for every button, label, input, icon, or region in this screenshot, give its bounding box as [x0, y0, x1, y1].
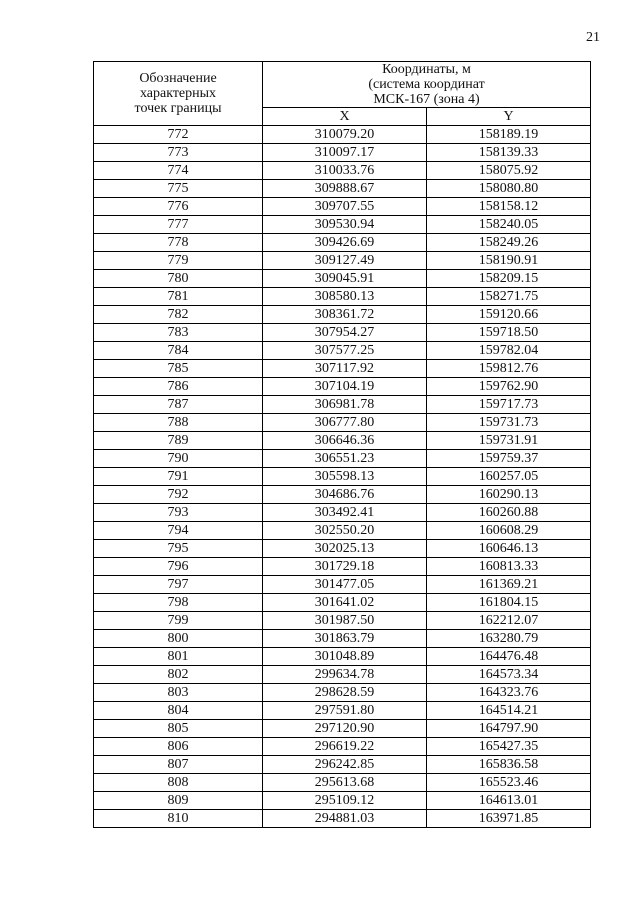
table-row	[94, 612, 591, 630]
y-coordinate-cell: 160608.29	[427, 522, 591, 540]
table-row	[94, 630, 591, 648]
point-number-cell: 779	[94, 252, 263, 270]
x-coordinate-cell: 301987.50	[263, 612, 427, 630]
boundary-coordinates-table	[93, 61, 591, 828]
y-coordinate-cell: 159762.90	[427, 378, 591, 396]
point-number-cell: 788	[94, 414, 263, 432]
y-coordinate-cell: 158271.75	[427, 288, 591, 306]
point-number-cell: 789	[94, 432, 263, 450]
point-number-cell: 810	[94, 810, 263, 828]
x-coordinate-cell: 310033.76	[263, 162, 427, 180]
x-coordinate-cell: 301729.18	[263, 558, 427, 576]
table-row	[94, 288, 591, 306]
table-row	[94, 558, 591, 576]
header-line: точек границы	[134, 101, 222, 116]
table-row	[94, 702, 591, 720]
point-number-cell: 782	[94, 306, 263, 324]
x-coordinate-cell: 307117.92	[263, 360, 427, 378]
header-line: Обозначение	[139, 71, 217, 86]
point-number-cell: 802	[94, 666, 263, 684]
table-row	[94, 720, 591, 738]
table-row	[94, 144, 591, 162]
point-number-cell: 777	[94, 216, 263, 234]
table-row	[94, 450, 591, 468]
x-coordinate-cell: 309045.91	[263, 270, 427, 288]
table-row	[94, 792, 591, 810]
x-coordinate-cell: 306646.36	[263, 432, 427, 450]
table-row	[94, 576, 591, 594]
table-row	[94, 432, 591, 450]
point-number-cell: 784	[94, 342, 263, 360]
table-row	[94, 198, 591, 216]
header-line: (система координат	[368, 77, 485, 92]
y-coordinate-cell: 161804.15	[427, 594, 591, 612]
table-row	[94, 306, 591, 324]
x-coordinate-cell: 295109.12	[263, 792, 427, 810]
point-number-cell: 787	[94, 396, 263, 414]
table-row	[94, 414, 591, 432]
y-coordinate-cell: 158189.19	[427, 126, 591, 144]
table-row	[94, 756, 591, 774]
x-coordinate-cell: 301641.02	[263, 594, 427, 612]
point-number-cell: 791	[94, 468, 263, 486]
x-coordinate-cell: 309707.55	[263, 198, 427, 216]
x-coordinate-cell: 295613.68	[263, 774, 427, 792]
y-coordinate-cell: 160260.88	[427, 504, 591, 522]
y-coordinate-cell: 159718.50	[427, 324, 591, 342]
table-row	[94, 180, 591, 198]
x-coordinate-cell: 307577.25	[263, 342, 427, 360]
point-number-cell: 783	[94, 324, 263, 342]
x-coordinate-cell: 302550.20	[263, 522, 427, 540]
y-coordinate-cell: 159759.37	[427, 450, 591, 468]
point-number-cell: 797	[94, 576, 263, 594]
point-number-cell: 780	[94, 270, 263, 288]
x-coordinate-cell: 309888.67	[263, 180, 427, 198]
y-coordinate-cell: 159120.66	[427, 306, 591, 324]
point-number-cell: 796	[94, 558, 263, 576]
table-row	[94, 270, 591, 288]
table-row	[94, 378, 591, 396]
point-designation-header	[94, 62, 263, 126]
x-coordinate-cell: 307104.19	[263, 378, 427, 396]
table-row	[94, 324, 591, 342]
point-number-cell: 774	[94, 162, 263, 180]
y-coordinate-cell: 159782.04	[427, 342, 591, 360]
x-coordinate-cell: 298628.59	[263, 684, 427, 702]
y-coordinate-cell: 164476.48	[427, 648, 591, 666]
y-coordinate-cell: 165427.35	[427, 738, 591, 756]
y-coordinate-cell: 163971.85	[427, 810, 591, 828]
y-coordinate-cell: 158209.15	[427, 270, 591, 288]
y-coordinate-cell: 160813.33	[427, 558, 591, 576]
table-row	[94, 360, 591, 378]
table-row	[94, 738, 591, 756]
table-row	[94, 648, 591, 666]
y-coordinate-cell: 158240.05	[427, 216, 591, 234]
table-row	[94, 342, 591, 360]
point-number-cell: 786	[94, 378, 263, 396]
x-coordinate-cell: 296242.85	[263, 756, 427, 774]
point-number-cell: 772	[94, 126, 263, 144]
table-row	[94, 252, 591, 270]
x-coordinate-cell: 302025.13	[263, 540, 427, 558]
point-number-cell: 781	[94, 288, 263, 306]
x-coordinate-cell: 301477.05	[263, 576, 427, 594]
y-coordinate-cell: 163280.79	[427, 630, 591, 648]
point-number-cell: 793	[94, 504, 263, 522]
x-coordinate-cell: 306981.78	[263, 396, 427, 414]
x-column-header: X	[263, 108, 427, 126]
point-number-cell: 794	[94, 522, 263, 540]
y-coordinate-cell: 158190.91	[427, 252, 591, 270]
table-row	[94, 504, 591, 522]
x-coordinate-cell: 307954.27	[263, 324, 427, 342]
x-coordinate-cell: 310097.17	[263, 144, 427, 162]
y-coordinate-cell: 164613.01	[427, 792, 591, 810]
x-coordinate-cell: 304686.76	[263, 486, 427, 504]
y-coordinate-cell: 159731.73	[427, 414, 591, 432]
x-coordinate-cell: 306777.80	[263, 414, 427, 432]
table-row	[94, 540, 591, 558]
x-coordinate-cell: 308580.13	[263, 288, 427, 306]
point-number-cell: 806	[94, 738, 263, 756]
header-line: МСК-167 (зона 4)	[373, 92, 480, 107]
x-coordinate-cell: 309426.69	[263, 234, 427, 252]
point-number-cell: 778	[94, 234, 263, 252]
coordinates-header	[263, 62, 591, 108]
point-number-cell: 795	[94, 540, 263, 558]
table-row	[94, 468, 591, 486]
x-coordinate-cell: 305598.13	[263, 468, 427, 486]
y-coordinate-cell: 164573.34	[427, 666, 591, 684]
point-number-cell: 776	[94, 198, 263, 216]
x-coordinate-cell: 297120.90	[263, 720, 427, 738]
y-coordinate-cell: 165523.46	[427, 774, 591, 792]
x-coordinate-cell: 296619.22	[263, 738, 427, 756]
x-coordinate-cell: 309127.49	[263, 252, 427, 270]
table-body	[94, 126, 591, 828]
y-coordinate-cell: 159731.91	[427, 432, 591, 450]
y-coordinate-cell: 160290.13	[427, 486, 591, 504]
x-coordinate-cell: 299634.78	[263, 666, 427, 684]
y-coordinate-cell: 159812.76	[427, 360, 591, 378]
y-coordinate-cell: 158080.80	[427, 180, 591, 198]
table-row	[94, 162, 591, 180]
table-row	[94, 486, 591, 504]
point-number-cell: 808	[94, 774, 263, 792]
table-row	[94, 774, 591, 792]
y-coordinate-cell: 158139.33	[427, 144, 591, 162]
point-number-cell: 805	[94, 720, 263, 738]
x-coordinate-cell: 303492.41	[263, 504, 427, 522]
point-number-cell: 807	[94, 756, 263, 774]
table-row	[94, 522, 591, 540]
header-line: характерных	[139, 86, 217, 101]
y-coordinate-cell: 158158.12	[427, 198, 591, 216]
y-coordinate-cell: 160646.13	[427, 540, 591, 558]
y-coordinate-cell: 164514.21	[427, 702, 591, 720]
point-number-cell: 809	[94, 792, 263, 810]
point-number-cell: 773	[94, 144, 263, 162]
table-row	[94, 594, 591, 612]
y-coordinate-cell: 162212.07	[427, 612, 591, 630]
y-coordinate-cell: 164323.76	[427, 684, 591, 702]
table-row	[94, 666, 591, 684]
point-number-cell: 803	[94, 684, 263, 702]
x-coordinate-cell: 306551.23	[263, 450, 427, 468]
y-coordinate-cell: 159717.73	[427, 396, 591, 414]
y-coordinate-cell: 165836.58	[427, 756, 591, 774]
x-coordinate-cell: 297591.80	[263, 702, 427, 720]
point-number-cell: 801	[94, 648, 263, 666]
table-row	[94, 216, 591, 234]
header-line: Координаты, м	[382, 62, 471, 77]
x-coordinate-cell: 309530.94	[263, 216, 427, 234]
table-row	[94, 396, 591, 414]
y-coordinate-cell: 160257.05	[427, 468, 591, 486]
table-row	[94, 684, 591, 702]
table-row	[94, 126, 591, 144]
point-number-cell: 798	[94, 594, 263, 612]
point-number-cell: 775	[94, 180, 263, 198]
x-coordinate-cell: 310079.20	[263, 126, 427, 144]
x-coordinate-cell: 294881.03	[263, 810, 427, 828]
table-row	[94, 234, 591, 252]
x-coordinate-cell: 301048.89	[263, 648, 427, 666]
y-coordinate-cell: 161369.21	[427, 576, 591, 594]
point-number-cell: 792	[94, 486, 263, 504]
point-number-cell: 790	[94, 450, 263, 468]
y-coordinate-cell: 158075.92	[427, 162, 591, 180]
x-coordinate-cell: 308361.72	[263, 306, 427, 324]
y-coordinate-cell: 164797.90	[427, 720, 591, 738]
point-number-cell: 804	[94, 702, 263, 720]
table-row	[94, 810, 591, 828]
point-number-cell: 800	[94, 630, 263, 648]
page-number: 21	[586, 30, 600, 45]
point-number-cell: 799	[94, 612, 263, 630]
x-coordinate-cell: 301863.79	[263, 630, 427, 648]
y-coordinate-cell: 158249.26	[427, 234, 591, 252]
y-column-header: Y	[427, 108, 591, 126]
point-number-cell: 785	[94, 360, 263, 378]
